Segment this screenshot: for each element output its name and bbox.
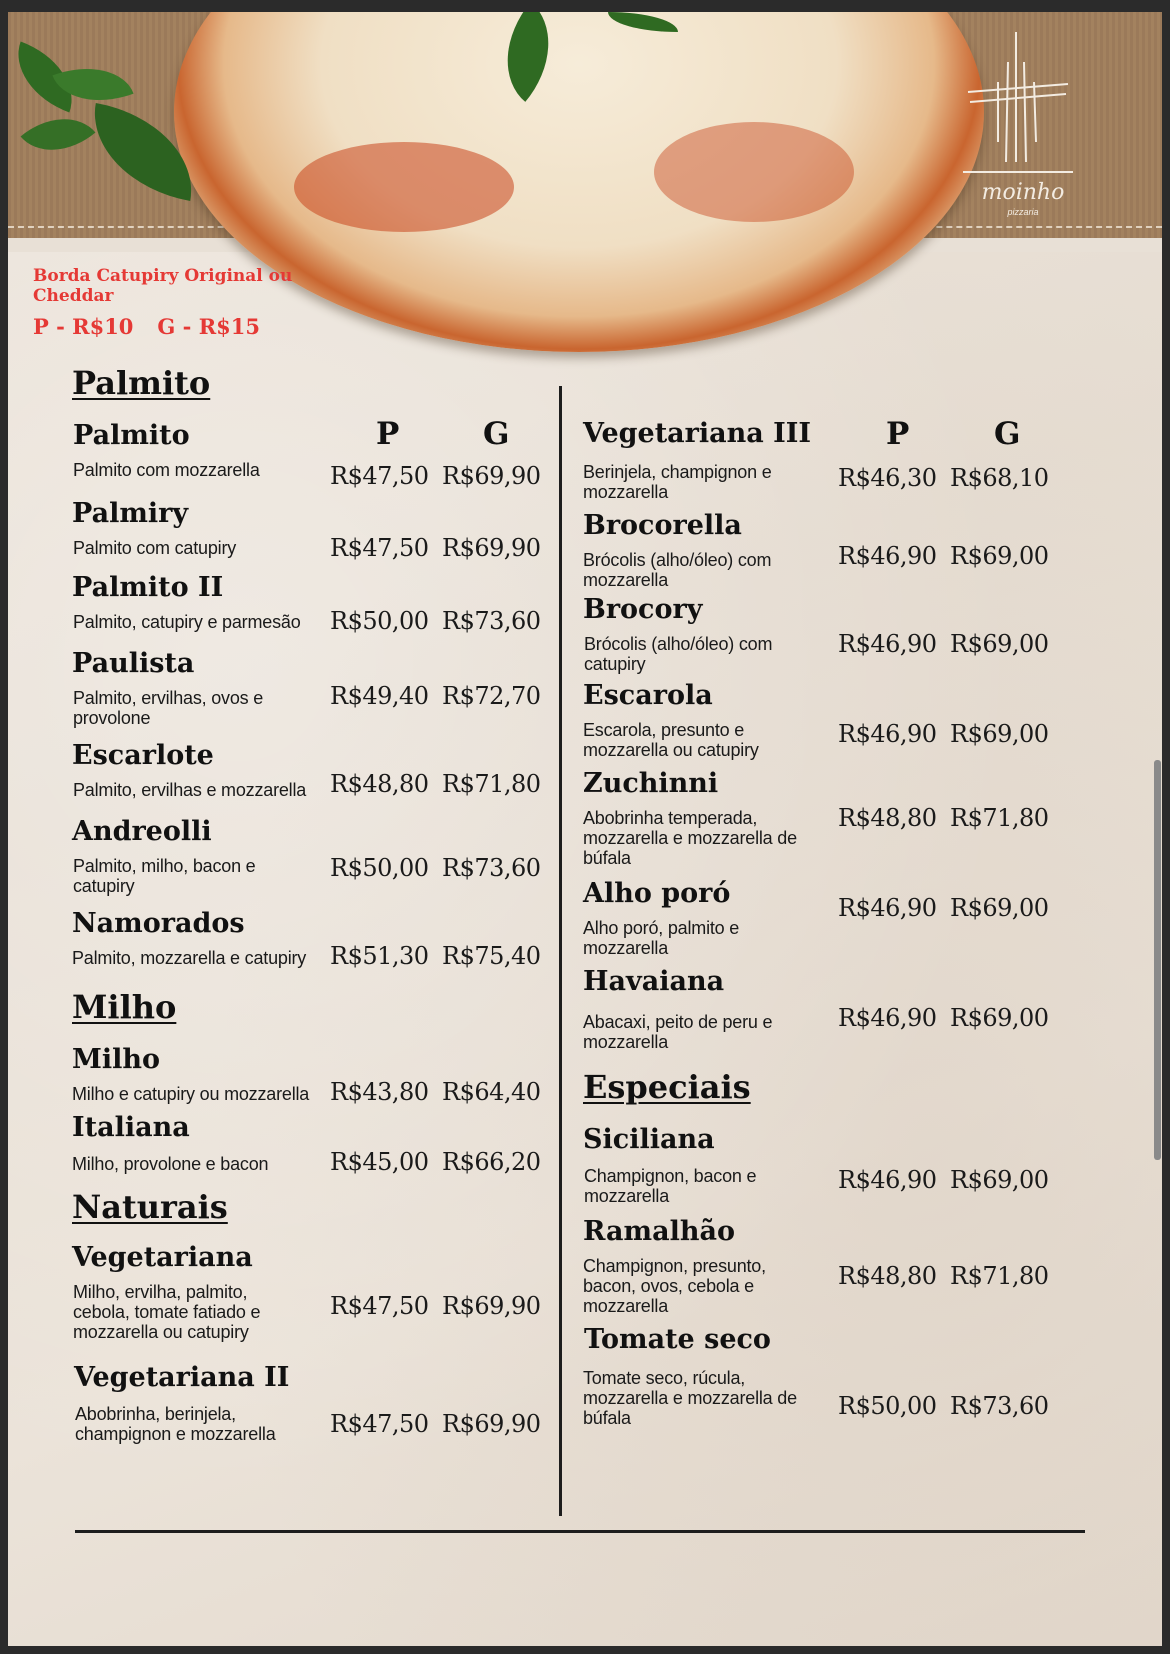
item-price-g: R$72,70 bbox=[442, 682, 541, 710]
item-name: Escarlote bbox=[72, 740, 214, 771]
menu-page bbox=[8, 12, 1162, 1646]
item-price-p: R$48,80 bbox=[330, 770, 429, 798]
item-name: Palmiry bbox=[72, 498, 189, 529]
item-price-g: R$71,80 bbox=[950, 804, 1049, 832]
item-price-p: R$47,50 bbox=[330, 1410, 429, 1438]
item-price-p: R$47,50 bbox=[330, 534, 429, 562]
item-price-p: R$46,90 bbox=[838, 1004, 937, 1032]
item-desc: Milho e catupiry ou mozzarella bbox=[72, 1084, 310, 1104]
item-desc: Palmito, ervilhas, ovos e provolone bbox=[73, 688, 264, 728]
item-price-g: R$69,00 bbox=[950, 1004, 1049, 1032]
item-desc: Palmito com mozzarella bbox=[73, 460, 260, 480]
item-price-p: R$46,90 bbox=[838, 542, 937, 570]
item-desc: Palmito, mozzarella e catupiry bbox=[72, 948, 307, 968]
section-title-especiais: Especiais bbox=[583, 1068, 751, 1106]
scrollbar-thumb[interactable] bbox=[1154, 760, 1161, 1160]
item-name: Brocorella bbox=[583, 510, 742, 541]
item-price-p: R$48,80 bbox=[838, 1262, 937, 1290]
item-desc: Champignon, bacon e mozzarella bbox=[584, 1166, 757, 1206]
item-name: Ramalhão bbox=[583, 1216, 736, 1247]
item-price-g: R$69,00 bbox=[950, 720, 1049, 748]
item-price-g: R$66,20 bbox=[442, 1148, 541, 1176]
item-price-p: R$50,00 bbox=[838, 1392, 937, 1420]
item-price-p: R$47,50 bbox=[330, 462, 429, 490]
borda-price-g: G - R$15 bbox=[157, 314, 260, 339]
item-desc: Palmito com catupiry bbox=[73, 538, 237, 558]
size-header-g: G bbox=[483, 416, 510, 452]
size-header-p: P bbox=[376, 416, 400, 452]
brand-tagline: pizzaria bbox=[1007, 207, 1039, 217]
windmill-icon bbox=[958, 22, 1088, 182]
item-name: Namorados bbox=[72, 908, 245, 939]
item-desc: Champignon, presunto, bacon, ovos, cebola e mozzarella bbox=[583, 1256, 766, 1316]
item-name: Vegetariana III bbox=[583, 418, 812, 449]
item-price-g: R$69,00 bbox=[950, 630, 1049, 658]
item-name: Vegetariana bbox=[72, 1242, 253, 1273]
item-price-g: R$71,80 bbox=[442, 770, 541, 798]
item-price-g: R$73,60 bbox=[442, 854, 541, 882]
section-title-palmito: Palmito bbox=[72, 364, 211, 402]
item-price-p: R$43,80 bbox=[330, 1078, 429, 1106]
footer-divider bbox=[75, 1530, 1085, 1533]
item-desc: Alho poró, palmito e mozzarella bbox=[583, 918, 740, 958]
item-desc: Abobrinha temperada, mozzarella e mozzarella de búfala bbox=[583, 808, 797, 868]
item-desc: Milho, provolone e bacon bbox=[72, 1154, 269, 1174]
item-desc: Milho, ervilha, palmito, cebola, tomate fatiado e mozzarella ou catupiry bbox=[73, 1282, 261, 1342]
item-name: Tomate seco bbox=[584, 1324, 771, 1355]
brand-name: moinho bbox=[981, 180, 1065, 205]
item-name: Zuchinni bbox=[583, 768, 719, 799]
item-desc: Abacaxi, peito de peru e mozzarella bbox=[583, 1012, 773, 1052]
item-desc: Tomate seco, rúcula, mozzarella e mozzarella de búfala bbox=[583, 1368, 797, 1428]
item-desc: Brócolis (alho/óleo) com mozzarella bbox=[583, 550, 772, 590]
item-desc: Palmito, catupiry e parmesão bbox=[73, 612, 301, 632]
item-price-g: R$71,80 bbox=[950, 1262, 1049, 1290]
item-name: Palmito bbox=[73, 420, 190, 451]
column-divider bbox=[559, 386, 562, 1516]
item-price-g: R$69,90 bbox=[442, 1292, 541, 1320]
size-header-p: P bbox=[886, 416, 910, 452]
item-price-g: R$69,90 bbox=[442, 462, 541, 490]
item-name: Siciliana bbox=[583, 1124, 715, 1155]
item-price-g: R$73,60 bbox=[950, 1392, 1049, 1420]
item-price-p: R$46,90 bbox=[838, 630, 937, 658]
item-name: Havaiana bbox=[583, 966, 725, 997]
item-price-g: R$69,00 bbox=[950, 894, 1049, 922]
item-name: Alho poró bbox=[583, 878, 731, 909]
item-desc: Palmito, ervilhas e mozzarella bbox=[73, 780, 307, 800]
section-title-milho: Milho bbox=[72, 988, 177, 1026]
item-name: Milho bbox=[72, 1044, 161, 1075]
item-price-p: R$46,90 bbox=[838, 1166, 937, 1194]
item-name: Paulista bbox=[72, 648, 195, 679]
item-name: Palmito II bbox=[72, 572, 224, 603]
item-name: Andreolli bbox=[72, 816, 212, 847]
item-name: Brocory bbox=[583, 594, 703, 625]
item-name: Italiana bbox=[72, 1112, 190, 1143]
item-price-p: R$48,80 bbox=[838, 804, 937, 832]
item-price-g: R$68,10 bbox=[950, 464, 1049, 492]
borda-title: Borda Catupiry Original ou Cheddar bbox=[33, 266, 293, 306]
brand-logo bbox=[958, 22, 1088, 222]
item-price-p: R$49,40 bbox=[330, 682, 429, 710]
borda-prices bbox=[33, 314, 313, 339]
item-desc: Abobrinha, berinjela, champignon e mozzarella bbox=[75, 1404, 276, 1444]
borda-price-p: P - R$10 bbox=[33, 314, 134, 339]
item-price-g: R$69,90 bbox=[442, 1410, 541, 1438]
item-price-p: R$50,00 bbox=[330, 607, 429, 635]
section-title-naturais: Naturais bbox=[72, 1188, 228, 1226]
item-price-g: R$64,40 bbox=[442, 1078, 541, 1106]
size-header-g: G bbox=[994, 416, 1021, 452]
item-name: Escarola bbox=[583, 680, 713, 711]
item-price-g: R$69,00 bbox=[950, 1166, 1049, 1194]
item-desc: Brócolis (alho/óleo) com catupiry bbox=[584, 634, 773, 674]
item-price-g: R$69,90 bbox=[442, 534, 541, 562]
borda-promo bbox=[33, 266, 313, 339]
item-price-p: R$46,30 bbox=[838, 464, 937, 492]
item-desc: Escarola, presunto e mozzarella ou catupiry bbox=[583, 720, 759, 760]
item-price-p: R$47,50 bbox=[330, 1292, 429, 1320]
item-price-p: R$50,00 bbox=[330, 854, 429, 882]
item-price-g: R$69,00 bbox=[950, 542, 1049, 570]
item-desc: Berinjela, champignon e mozzarella bbox=[583, 462, 772, 502]
item-price-g: R$73,60 bbox=[442, 607, 541, 635]
item-desc: Palmito, milho, bacon e catupiry bbox=[73, 856, 256, 896]
item-price-p: R$45,00 bbox=[330, 1148, 429, 1176]
item-name: Vegetariana II bbox=[74, 1362, 290, 1393]
item-price-p: R$46,90 bbox=[838, 720, 937, 748]
item-price-p: R$46,90 bbox=[838, 894, 937, 922]
item-price-p: R$51,30 bbox=[330, 942, 429, 970]
item-price-g: R$75,40 bbox=[442, 942, 541, 970]
